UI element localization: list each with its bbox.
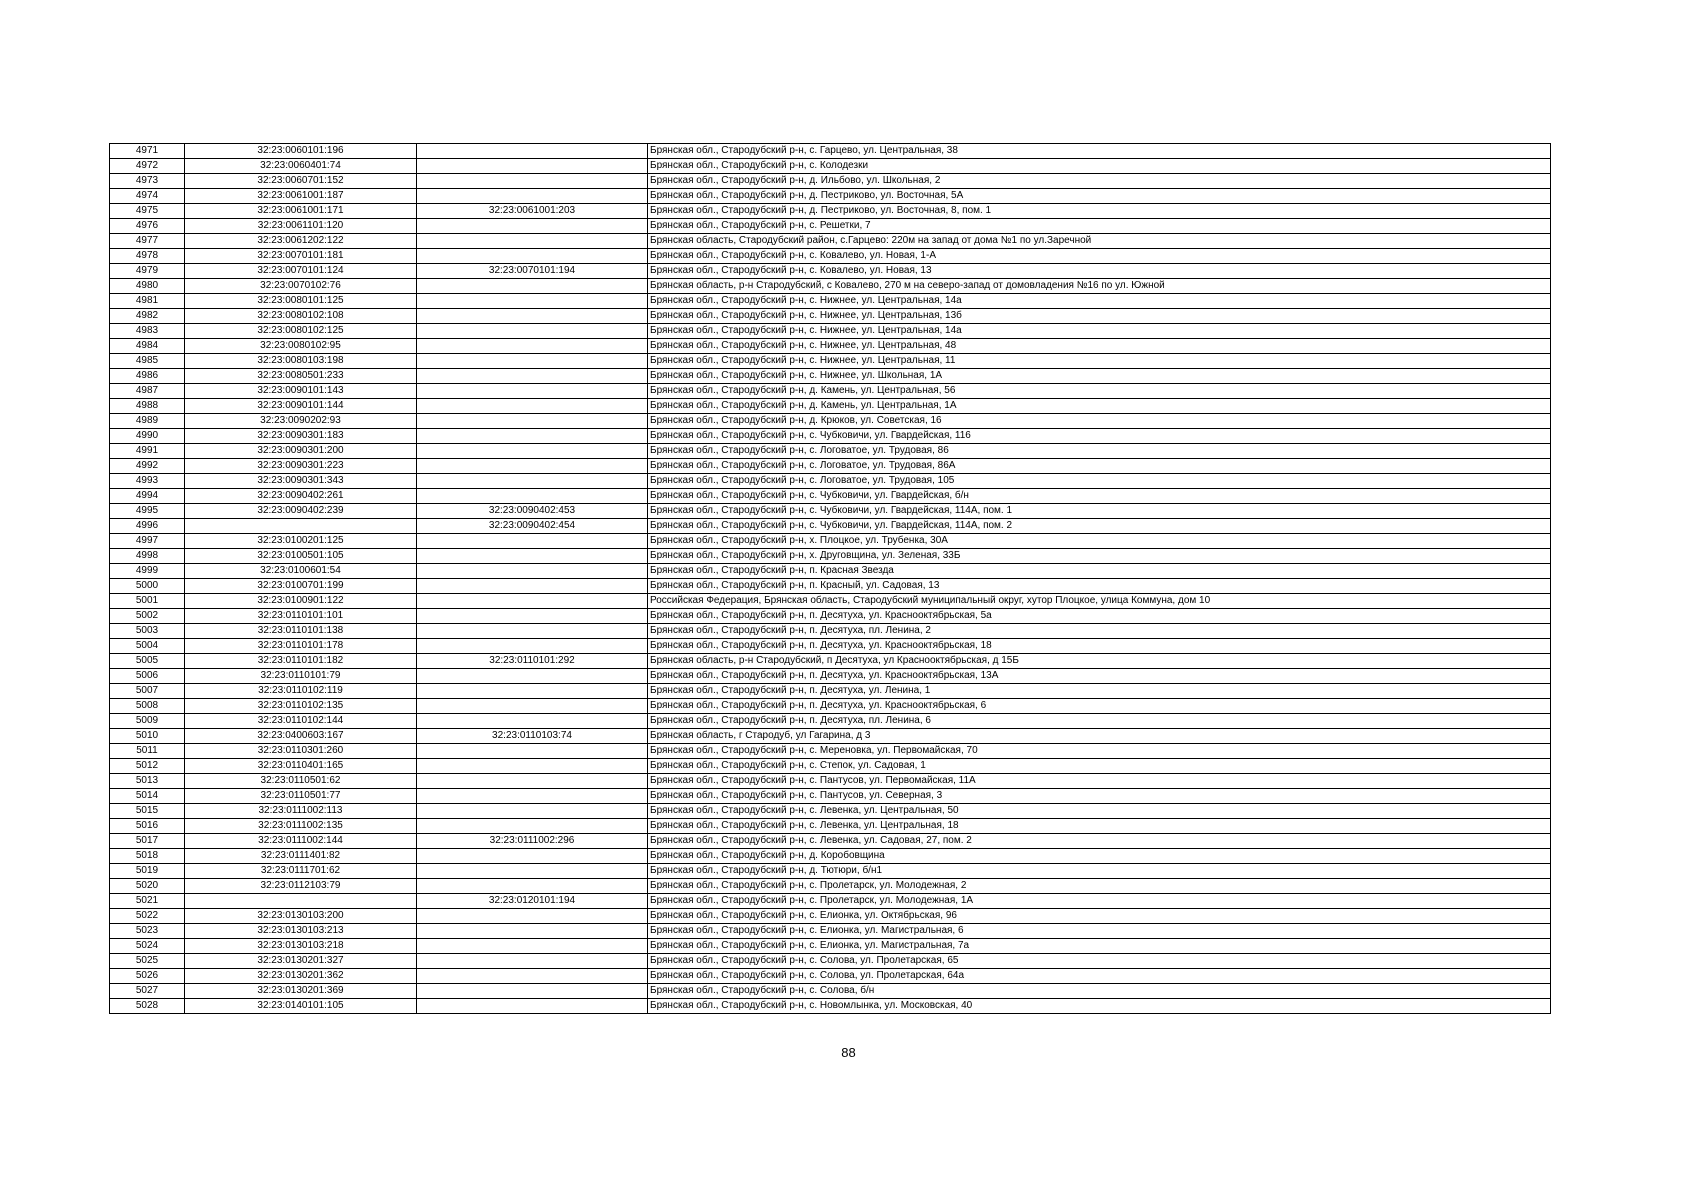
land-cadastral-number-cell: 32:23:0060101:196 [185, 144, 417, 159]
address-cell: Брянская обл., Стародубский р-н, с. Чубковичи, ул. Гвардейская, 114А, пом. 1 [648, 504, 1551, 519]
land-cadastral-number-cell: 32:23:0110101:138 [185, 624, 417, 639]
land-cadastral-number-cell: 32:23:0130103:200 [185, 909, 417, 924]
address-cell: Брянская обл., Стародубский р-н, п. Красная Звезда [648, 564, 1551, 579]
land-cadastral-number-cell: 32:23:0110102:135 [185, 699, 417, 714]
object-cadastral-number-cell [417, 384, 648, 399]
land-cadastral-number-cell: 32:23:0090202:93 [185, 414, 417, 429]
land-cadastral-number-cell [185, 894, 417, 909]
table-row [110, 474, 1551, 489]
land-cadastral-number-cell [185, 519, 417, 534]
address-cell: Брянская обл., Стародубский р-н, п. Десятуха, ул. Ленина, 1 [648, 684, 1551, 699]
table-row [110, 789, 1551, 804]
object-cadastral-number-cell [417, 354, 648, 369]
land-cadastral-number-cell: 32:23:0100501:105 [185, 549, 417, 564]
land-cadastral-number-cell: 32:23:0130103:218 [185, 939, 417, 954]
address-cell: Брянская обл., Стародубский р-н, п. Десятуха, пл. Ленина, 2 [648, 624, 1551, 639]
table-row [110, 369, 1551, 384]
table-row [110, 264, 1551, 279]
table-row [110, 864, 1551, 879]
object-cadastral-number-cell [417, 789, 648, 804]
address-cell: Брянская область, г Стародуб, ул Гагарина, д 3 [648, 729, 1551, 744]
object-cadastral-number-cell [417, 759, 648, 774]
row-number-cell: 5021 [110, 894, 185, 909]
address-cell: Брянская обл., Стародубский р-н, п. Десятуха, ул. Краснооктябрьская, 18 [648, 639, 1551, 654]
table-row [110, 639, 1551, 654]
address-cell: Брянская обл., Стародубский р-н, с. Ковалево, ул. Новая, 1-А [648, 249, 1551, 264]
row-number-cell: 4979 [110, 264, 185, 279]
table-row [110, 819, 1551, 834]
table-row [110, 804, 1551, 819]
land-cadastral-number-cell: 32:23:0130103:213 [185, 924, 417, 939]
address-cell: Брянская обл., Стародубский р-н, с. Чубковичи, ул. Гвардейская, б/н [648, 489, 1551, 504]
land-cadastral-number-cell: 32:23:0090301:200 [185, 444, 417, 459]
table-row [110, 579, 1551, 594]
row-number-cell: 4987 [110, 384, 185, 399]
land-cadastral-number-cell: 32:23:0111701:62 [185, 864, 417, 879]
table-row [110, 984, 1551, 999]
table-row [110, 909, 1551, 924]
object-cadastral-number-cell [417, 924, 648, 939]
address-cell: Брянская обл., Стародубский р-н, х. Плоцкое, ул. Трубенка, 30А [648, 534, 1551, 549]
land-cadastral-number-cell: 32:23:0112103:79 [185, 879, 417, 894]
address-cell: Брянская обл., Стародубский р-н, с. Логоватое, ул. Трудовая, 86 [648, 444, 1551, 459]
row-number-cell: 4975 [110, 204, 185, 219]
row-number-cell: 4977 [110, 234, 185, 249]
table-row [110, 294, 1551, 309]
land-cadastral-number-cell: 32:23:0080501:233 [185, 369, 417, 384]
table-row [110, 609, 1551, 624]
object-cadastral-number-cell [417, 429, 648, 444]
row-number-cell: 4986 [110, 369, 185, 384]
land-cadastral-number-cell: 32:23:0100901:122 [185, 594, 417, 609]
address-cell: Брянская обл., Стародубский р-н, с. Логоватое, ул. Трудовая, 86А [648, 459, 1551, 474]
object-cadastral-number-cell [417, 564, 648, 579]
row-number-cell: 5019 [110, 864, 185, 879]
table-row [110, 549, 1551, 564]
table-row [110, 444, 1551, 459]
address-cell: Брянская обл., Стародубский р-н, с. Солова, ул. Пролетарская, 65 [648, 954, 1551, 969]
row-number-cell: 4974 [110, 189, 185, 204]
address-cell: Брянская обл., Стародубский р-н, с. Нижнее, ул. Центральная, 48 [648, 339, 1551, 354]
address-cell: Брянская обл., Стародубский р-н, с. Левенка, ул. Садовая, 27, пом. 2 [648, 834, 1551, 849]
land-cadastral-number-cell: 32:23:0090101:143 [185, 384, 417, 399]
table-row [110, 594, 1551, 609]
land-cadastral-number-cell: 32:23:0100601:54 [185, 564, 417, 579]
land-cadastral-number-cell: 32:23:0090101:144 [185, 399, 417, 414]
address-cell: Брянская обл., Стародубский р-н, с. Пролетарск, ул. Молодежная, 1А [648, 894, 1551, 909]
row-number-cell: 5022 [110, 909, 185, 924]
table-row [110, 894, 1551, 909]
object-cadastral-number-cell [417, 744, 648, 759]
address-cell: Брянская обл., Стародубский р-н, д. Камень, ул. Центральная, 1А [648, 399, 1551, 414]
land-cadastral-number-cell: 32:23:0070101:124 [185, 264, 417, 279]
address-cell: Брянская обл., Стародубский р-н, с. Чубковичи, ул. Гвардейская, 116 [648, 429, 1551, 444]
object-cadastral-number-cell [417, 279, 648, 294]
address-cell: Брянская обл., Стародубский р-н, д. Ильбово, ул. Школьная, 2 [648, 174, 1551, 189]
table-row [110, 399, 1551, 414]
object-cadastral-number-cell [417, 249, 648, 264]
land-cadastral-number-cell: 32:23:0110501:62 [185, 774, 417, 789]
land-cadastral-number-cell: 32:23:0130201:362 [185, 969, 417, 984]
land-cadastral-number-cell: 32:23:0140101:105 [185, 999, 417, 1014]
table-row [110, 489, 1551, 504]
table-row [110, 309, 1551, 324]
land-cadastral-number-cell: 32:23:0110102:144 [185, 714, 417, 729]
address-cell: Брянская обл., Стародубский р-н, с. Логоватое, ул. Трудовая, 105 [648, 474, 1551, 489]
object-cadastral-number-cell [417, 939, 648, 954]
address-cell: Брянская обл., Стародубский р-н, с. Пантусов, ул. Северная, 3 [648, 789, 1551, 804]
address-cell: Брянская область, Стародубский район, с.Гарцево: 220м на запад от дома №1 по ул.Заречной [648, 234, 1551, 249]
table-row [110, 459, 1551, 474]
table-row [110, 699, 1551, 714]
object-cadastral-number-cell [417, 624, 648, 639]
object-cadastral-number-cell [417, 774, 648, 789]
row-number-cell: 5007 [110, 684, 185, 699]
row-number-cell: 4984 [110, 339, 185, 354]
table-row [110, 339, 1551, 354]
row-number-cell: 4995 [110, 504, 185, 519]
object-cadastral-number-cell [417, 369, 648, 384]
row-number-cell: 4992 [110, 459, 185, 474]
land-cadastral-number-cell: 32:23:0061202:122 [185, 234, 417, 249]
table-row [110, 744, 1551, 759]
object-cadastral-number-cell [417, 984, 648, 999]
row-number-cell: 5008 [110, 699, 185, 714]
row-number-cell: 5020 [110, 879, 185, 894]
row-number-cell: 5009 [110, 714, 185, 729]
object-cadastral-number-cell [417, 294, 648, 309]
table-row [110, 564, 1551, 579]
table-row [110, 234, 1551, 249]
land-cadastral-number-cell: 32:23:0070101:181 [185, 249, 417, 264]
object-cadastral-number-cell [417, 189, 648, 204]
table-row [110, 174, 1551, 189]
object-cadastral-number-cell [417, 594, 648, 609]
table-row [110, 324, 1551, 339]
address-cell: Брянская обл., Стародубский р-н, с. Елионка, ул. Магистральная, 6 [648, 924, 1551, 939]
object-cadastral-number-cell [417, 219, 648, 234]
row-number-cell: 4971 [110, 144, 185, 159]
land-cadastral-number-cell: 32:23:0130201:369 [185, 984, 417, 999]
table-row [110, 834, 1551, 849]
row-number-cell: 4996 [110, 519, 185, 534]
row-number-cell: 4978 [110, 249, 185, 264]
row-number-cell: 5002 [110, 609, 185, 624]
row-number-cell: 5006 [110, 669, 185, 684]
address-cell: Брянская область, р-н Стародубский, п Десятуха, ул Краснооктябрьская, д 15Б [648, 654, 1551, 669]
land-cadastral-number-cell: 32:23:0400603:167 [185, 729, 417, 744]
row-number-cell: 5010 [110, 729, 185, 744]
table-row [110, 189, 1551, 204]
object-cadastral-number-cell [417, 309, 648, 324]
land-cadastral-number-cell: 32:23:0110101:79 [185, 669, 417, 684]
row-number-cell: 5004 [110, 639, 185, 654]
table-row [110, 414, 1551, 429]
row-number-cell: 5011 [110, 744, 185, 759]
object-cadastral-number-cell [417, 579, 648, 594]
object-cadastral-number-cell [417, 609, 648, 624]
object-cadastral-number-cell [417, 999, 648, 1014]
address-cell: Брянская обл., Стародубский р-н, с. Елионка, ул. Октябрьская, 96 [648, 909, 1551, 924]
object-cadastral-number-cell [417, 489, 648, 504]
land-cadastral-number-cell: 32:23:0061001:187 [185, 189, 417, 204]
land-cadastral-number-cell: 32:23:0100701:199 [185, 579, 417, 594]
object-cadastral-number-cell: 32:23:0090402:454 [417, 519, 648, 534]
address-cell: Брянская обл., Стародубский р-н, д. Пестриково, ул. Восточная, 5А [648, 189, 1551, 204]
land-cadastral-number-cell: 32:23:0090402:239 [185, 504, 417, 519]
table-row [110, 144, 1551, 159]
object-cadastral-number-cell [417, 669, 648, 684]
object-cadastral-number-cell [417, 639, 648, 654]
row-number-cell: 4989 [110, 414, 185, 429]
object-cadastral-number-cell [417, 399, 648, 414]
object-cadastral-number-cell: 32:23:0070101:194 [417, 264, 648, 279]
object-cadastral-number-cell [417, 474, 648, 489]
row-number-cell: 5000 [110, 579, 185, 594]
row-number-cell: 4994 [110, 489, 185, 504]
land-cadastral-number-cell: 32:23:0080102:108 [185, 309, 417, 324]
address-cell: Брянская обл., Стародубский р-н, с. Солова, ул. Пролетарская, 64а [648, 969, 1551, 984]
land-cadastral-number-cell: 32:23:0061101:120 [185, 219, 417, 234]
table-row [110, 534, 1551, 549]
address-cell: Брянская обл., Стародубский р-н, д. Крюков, ул. Советская, 16 [648, 414, 1551, 429]
object-cadastral-number-cell: 32:23:0110103:74 [417, 729, 648, 744]
address-cell: Брянская обл., Стародубский р-н, п. Десятуха, пл. Ленина, 6 [648, 714, 1551, 729]
object-cadastral-number-cell [417, 909, 648, 924]
land-cadastral-number-cell: 32:23:0111002:113 [185, 804, 417, 819]
table-row [110, 519, 1551, 534]
land-cadastral-number-cell: 32:23:0111002:144 [185, 834, 417, 849]
row-number-cell: 4980 [110, 279, 185, 294]
row-number-cell: 4990 [110, 429, 185, 444]
address-cell: Брянская обл., Стародубский р-н, с. Чубковичи, ул. Гвардейская, 114А, пом. 2 [648, 519, 1551, 534]
land-cadastral-number-cell: 32:23:0070102:76 [185, 279, 417, 294]
land-cadastral-number-cell: 32:23:0090301:343 [185, 474, 417, 489]
land-cadastral-number-cell: 32:23:0060401:74 [185, 159, 417, 174]
table-row [110, 759, 1551, 774]
object-cadastral-number-cell [417, 849, 648, 864]
address-cell: Брянская обл., Стародубский р-н, п. Десятуха, ул. Краснооктябрьская, 6 [648, 699, 1551, 714]
address-cell: Брянская обл., Стародубский р-н, с. Нижнее, ул. Центральная, 13б [648, 309, 1551, 324]
land-cadastral-number-cell: 32:23:0080101:125 [185, 294, 417, 309]
row-number-cell: 5001 [110, 594, 185, 609]
object-cadastral-number-cell [417, 534, 648, 549]
object-cadastral-number-cell [417, 339, 648, 354]
table-row [110, 159, 1551, 174]
address-cell: Брянская обл., Стародубский р-н, д. Камень, ул. Центральная, 56 [648, 384, 1551, 399]
object-cadastral-number-cell: 32:23:0110101:292 [417, 654, 648, 669]
table-row [110, 999, 1551, 1014]
table-row [110, 954, 1551, 969]
row-number-cell: 4972 [110, 159, 185, 174]
row-number-cell: 4993 [110, 474, 185, 489]
object-cadastral-number-cell [417, 549, 648, 564]
land-cadastral-number-cell: 32:23:0110401:165 [185, 759, 417, 774]
object-cadastral-number-cell [417, 459, 648, 474]
row-number-cell: 5014 [110, 789, 185, 804]
table-row [110, 624, 1551, 639]
address-cell: Брянская обл., Стародубский р-н, д. Пестриково, ул. Восточная, 8, пом. 1 [648, 204, 1551, 219]
land-cadastral-number-cell: 32:23:0110102:119 [185, 684, 417, 699]
table-row [110, 279, 1551, 294]
object-cadastral-number-cell [417, 714, 648, 729]
object-cadastral-number-cell [417, 174, 648, 189]
address-cell: Брянская обл., Стародубский р-н, с. Колодезки [648, 159, 1551, 174]
object-cadastral-number-cell [417, 864, 648, 879]
land-cadastral-number-cell: 32:23:0110501:77 [185, 789, 417, 804]
object-cadastral-number-cell [417, 234, 648, 249]
table-row [110, 654, 1551, 669]
object-cadastral-number-cell [417, 954, 648, 969]
object-cadastral-number-cell [417, 804, 648, 819]
table-row [110, 219, 1551, 234]
address-cell: Брянская обл., Стародубский р-н, с. Нижнее, ул. Центральная, 11 [648, 354, 1551, 369]
row-number-cell: 5025 [110, 954, 185, 969]
address-cell: Брянская обл., Стародубский р-н, с. Солова, б/н [648, 984, 1551, 999]
land-cadastral-number-cell: 32:23:0090301:183 [185, 429, 417, 444]
object-cadastral-number-cell: 32:23:0090402:453 [417, 504, 648, 519]
row-number-cell: 4997 [110, 534, 185, 549]
address-cell: Российская Федерация, Брянская область, Стародубский муниципальный округ, хутор Плоцкое, улица Коммуна, дом 10 [648, 594, 1551, 609]
address-cell: Брянская обл., Стародубский р-н, п. Красный, ул. Садовая, 13 [648, 579, 1551, 594]
row-number-cell: 5003 [110, 624, 185, 639]
address-cell: Брянская обл., Стародубский р-н, с. Пантусов, ул. Первомайская, 11А [648, 774, 1551, 789]
table-row [110, 849, 1551, 864]
row-number-cell: 4973 [110, 174, 185, 189]
object-cadastral-number-cell: 32:23:0111002:296 [417, 834, 648, 849]
registry-table [109, 143, 1551, 1014]
table-row [110, 924, 1551, 939]
address-cell: Брянская обл., Стародубский р-н, с. Елионка, ул. Магистральная, 7а [648, 939, 1551, 954]
object-cadastral-number-cell [417, 819, 648, 834]
object-cadastral-number-cell [417, 699, 648, 714]
land-cadastral-number-cell: 32:23:0130201:327 [185, 954, 417, 969]
object-cadastral-number-cell [417, 159, 648, 174]
table-row [110, 879, 1551, 894]
address-cell: Брянская обл., Стародубский р-н, с. Гарцево, ул. Центральная, 38 [648, 144, 1551, 159]
land-cadastral-number-cell: 32:23:0111401:82 [185, 849, 417, 864]
page-number: 88 [841, 1045, 856, 1060]
address-cell: Брянская обл., Стародубский р-н, п. Десятуха, ул. Краснооктябрьская, 5а [648, 609, 1551, 624]
address-cell: Брянская обл., Стародубский р-н, п. Десятуха, ул. Краснооктябрьская, 13А [648, 669, 1551, 684]
row-number-cell: 4976 [110, 219, 185, 234]
table-row [110, 429, 1551, 444]
address-cell: Брянская область, р-н Стародубский, с Ковалево, 270 м на северо-запад от домовладения №16 по ул. Южной [648, 279, 1551, 294]
address-cell: Брянская обл., Стародубский р-н, с. Нижнее, ул. Центральная, 14а [648, 294, 1551, 309]
table-row [110, 204, 1551, 219]
row-number-cell: 5016 [110, 819, 185, 834]
row-number-cell: 5026 [110, 969, 185, 984]
row-number-cell: 4998 [110, 549, 185, 564]
land-cadastral-number-cell: 32:23:0090402:261 [185, 489, 417, 504]
address-cell: Брянская обл., Стародубский р-н, с. Левенка, ул. Центральная, 18 [648, 819, 1551, 834]
address-cell: Брянская обл., Стародубский р-н, с. Нижнее, ул. Центральная, 14а [648, 324, 1551, 339]
row-number-cell: 5028 [110, 999, 185, 1014]
table-row [110, 729, 1551, 744]
land-cadastral-number-cell: 32:23:0111002:135 [185, 819, 417, 834]
object-cadastral-number-cell: 32:23:0061001:203 [417, 204, 648, 219]
address-cell: Брянская обл., Стародубский р-н, с. Нижнее, ул. Школьная, 1А [648, 369, 1551, 384]
object-cadastral-number-cell [417, 879, 648, 894]
row-number-cell: 4991 [110, 444, 185, 459]
row-number-cell: 5015 [110, 804, 185, 819]
land-cadastral-number-cell: 32:23:0110101:182 [185, 654, 417, 669]
row-number-cell: 5018 [110, 849, 185, 864]
land-cadastral-number-cell: 32:23:0060701:152 [185, 174, 417, 189]
table-row [110, 939, 1551, 954]
address-cell: Брянская обл., Стародубский р-н, д. Коробовщина [648, 849, 1551, 864]
address-cell: Брянская обл., Стародубский р-н, с. Ковалево, ул. Новая, 13 [648, 264, 1551, 279]
row-number-cell: 4981 [110, 294, 185, 309]
row-number-cell: 5023 [110, 924, 185, 939]
land-cadastral-number-cell: 32:23:0090301:223 [185, 459, 417, 474]
object-cadastral-number-cell [417, 684, 648, 699]
row-number-cell: 4985 [110, 354, 185, 369]
table-row [110, 969, 1551, 984]
row-number-cell: 5024 [110, 939, 185, 954]
address-cell: Брянская обл., Стародубский р-н, с. Левенка, ул. Центральная, 50 [648, 804, 1551, 819]
address-cell: Брянская обл., Стародубский р-н, с. Мереновка, ул. Первомайская, 70 [648, 744, 1551, 759]
table-row [110, 504, 1551, 519]
row-number-cell: 5013 [110, 774, 185, 789]
address-cell: Брянская обл., Стародубский р-н, с. Новомлынка, ул. Московская, 40 [648, 999, 1551, 1014]
table-row [110, 774, 1551, 789]
row-number-cell: 4983 [110, 324, 185, 339]
row-number-cell: 5005 [110, 654, 185, 669]
land-cadastral-number-cell: 32:23:0100201:125 [185, 534, 417, 549]
land-cadastral-number-cell: 32:23:0080102:95 [185, 339, 417, 354]
table-row [110, 684, 1551, 699]
table-row [110, 384, 1551, 399]
row-number-cell: 4999 [110, 564, 185, 579]
land-cadastral-number-cell: 32:23:0080103:198 [185, 354, 417, 369]
address-cell: Брянская обл., Стародубский р-н, д. Тютюри, б/н1 [648, 864, 1551, 879]
land-cadastral-number-cell: 32:23:0110101:178 [185, 639, 417, 654]
object-cadastral-number-cell [417, 444, 648, 459]
row-number-cell: 5017 [110, 834, 185, 849]
row-number-cell: 4988 [110, 399, 185, 414]
table-row [110, 714, 1551, 729]
address-cell: Брянская обл., Стародубский р-н, х. Друговщина, ул. Зеленая, 33Б [648, 549, 1551, 564]
object-cadastral-number-cell [417, 144, 648, 159]
land-cadastral-number-cell: 32:23:0061001:171 [185, 204, 417, 219]
table-row [110, 354, 1551, 369]
address-cell: Брянская обл., Стародубский р-н, с. Степок, ул. Садовая, 1 [648, 759, 1551, 774]
table-row [110, 669, 1551, 684]
land-cadastral-number-cell: 32:23:0110301:260 [185, 744, 417, 759]
object-cadastral-number-cell [417, 414, 648, 429]
table-row [110, 249, 1551, 264]
object-cadastral-number-cell [417, 969, 648, 984]
land-cadastral-number-cell: 32:23:0080102:125 [185, 324, 417, 339]
registry-table-body [110, 144, 1551, 1014]
row-number-cell: 5027 [110, 984, 185, 999]
object-cadastral-number-cell: 32:23:0120101:194 [417, 894, 648, 909]
row-number-cell: 5012 [110, 759, 185, 774]
land-cadastral-number-cell: 32:23:0110101:101 [185, 609, 417, 624]
row-number-cell: 4982 [110, 309, 185, 324]
object-cadastral-number-cell [417, 324, 648, 339]
address-cell: Брянская обл., Стародубский р-н, с. Пролетарск, ул. Молодежная, 2 [648, 879, 1551, 894]
address-cell: Брянская обл., Стародубский р-н, с. Решетки, 7 [648, 219, 1551, 234]
